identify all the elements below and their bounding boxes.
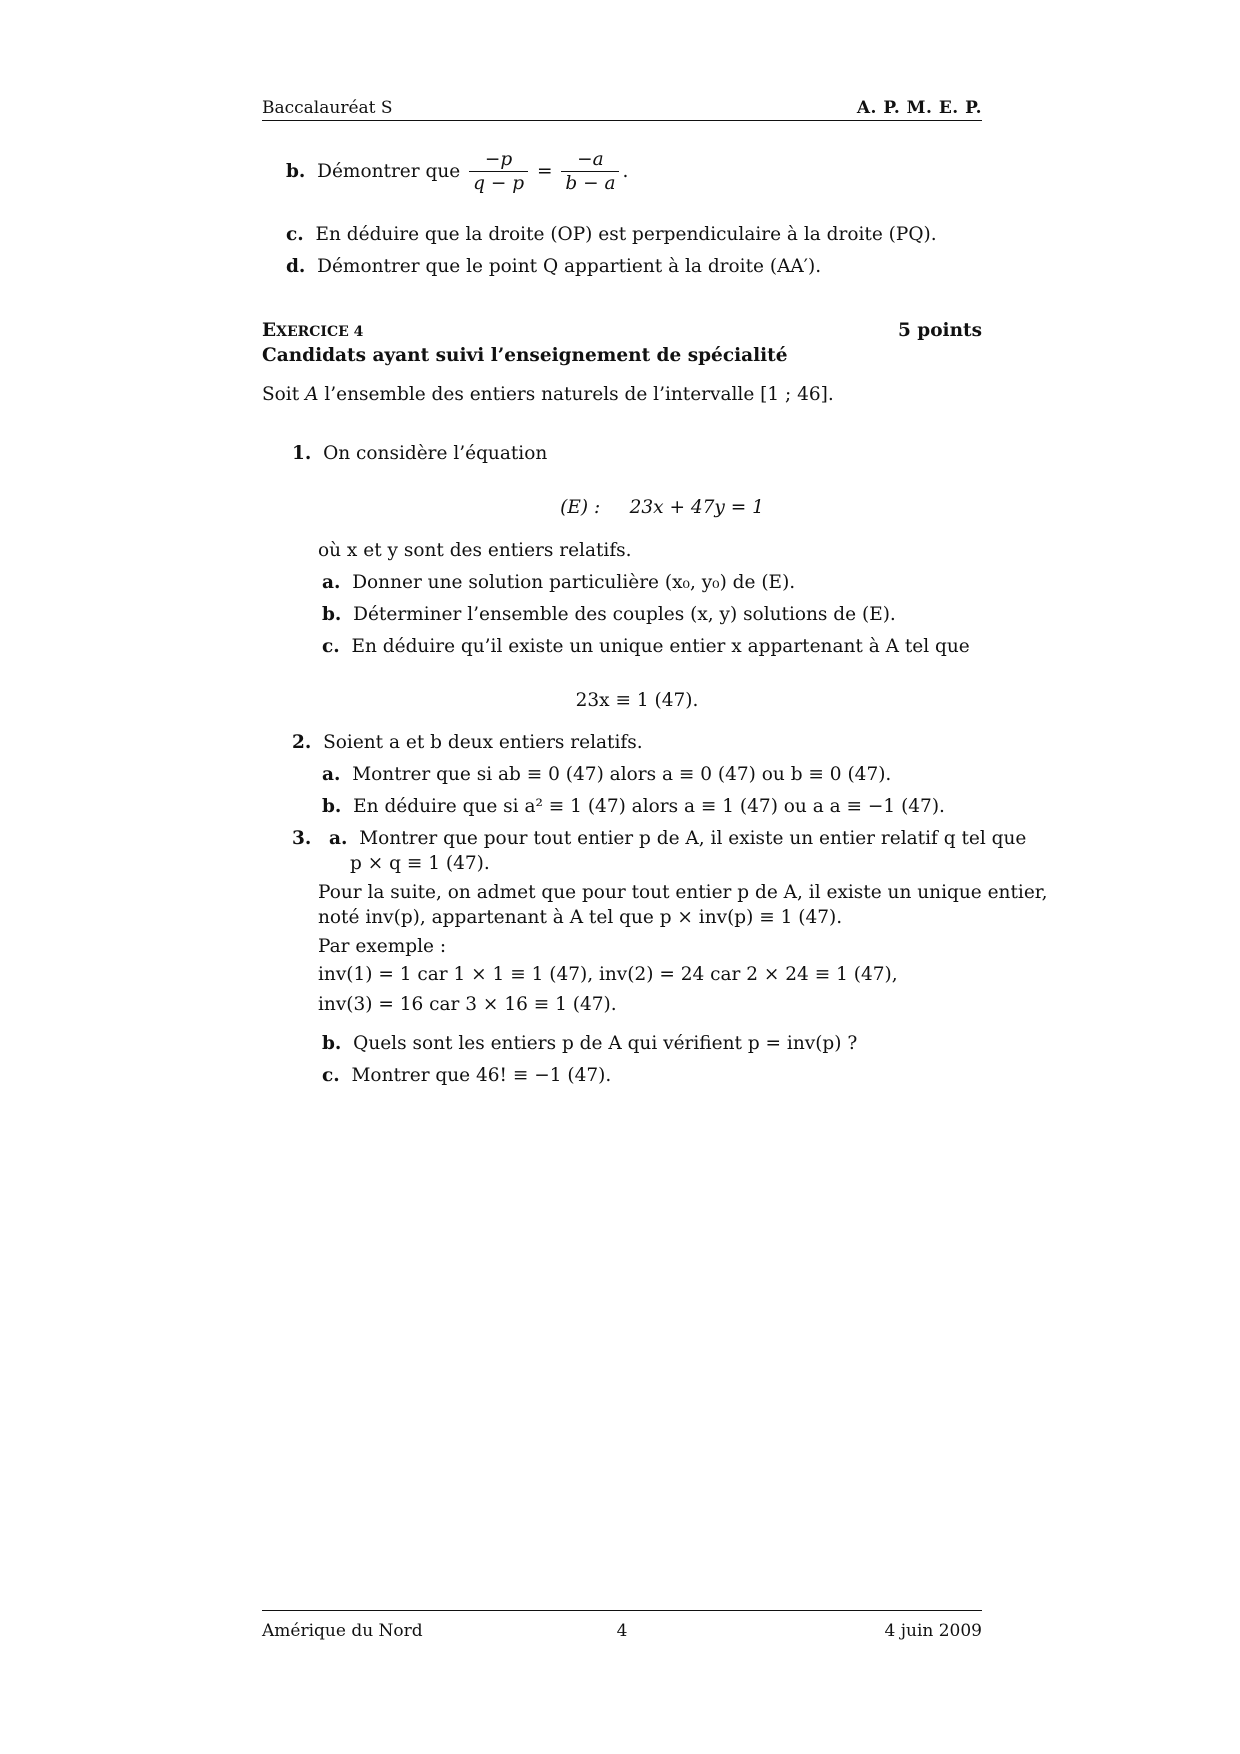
example-line-1: inv(1) = 1 car 1 × 1 ≡ 1 (47), inv(2) = 24 car 2 × 24 ≡ 1 (47), <box>318 964 898 985</box>
prev-item-c <box>286 223 937 247</box>
item-label: a. <box>322 764 341 785</box>
question-label: 1. <box>292 443 312 464</box>
item-text: Démontrer que <box>317 161 461 182</box>
question-label: 3. <box>292 828 312 849</box>
exercise-points: 5 points <box>897 320 982 341</box>
intro-set: A <box>305 384 319 405</box>
fraction-1 <box>469 149 528 196</box>
item-label: d. <box>286 256 306 277</box>
question-1 <box>292 442 547 466</box>
item-text: Démontrer que le point Q appartient à la droite (AA′). <box>317 256 822 277</box>
item-label: c. <box>322 636 340 657</box>
footer-left: Amérique du Nord <box>262 1621 423 1641</box>
exercise-title-initial: E <box>262 320 277 341</box>
question-1b <box>322 603 896 627</box>
question-3b <box>322 1032 857 1056</box>
item-label: b. <box>322 796 342 817</box>
fraction-2-denominator: b − a <box>565 172 616 194</box>
equals-sign: = <box>536 161 553 182</box>
intro-pre: Soit <box>262 384 300 405</box>
item-label: a. <box>328 828 348 849</box>
item-label: b. <box>322 1033 342 1054</box>
item-text: Montrer que 46! ≡ −1 (47). <box>351 1065 612 1086</box>
question-text: On considère l’équation <box>323 443 548 464</box>
fraction-1-numerator: −p <box>469 149 528 172</box>
congruence-text: 23x ≡ 1 (47). <box>575 690 699 711</box>
item-text: Déterminer l’ensemble des couples (x, y) solutions de (E). <box>353 604 896 625</box>
item-text: Donner une solution particulière (x₀, y₀) de (E). <box>352 572 796 593</box>
fraction-2-numerator: −a <box>561 149 619 172</box>
intro-post: l’ensemble des entiers naturels de l’intervalle [1 ; 46]. <box>324 384 834 405</box>
item-label: c. <box>286 224 304 245</box>
item-label: b. <box>286 161 306 182</box>
fraction-2 <box>561 149 619 196</box>
prev-item-b <box>286 146 628 198</box>
exercise-intro <box>262 383 834 407</box>
question-2a <box>322 763 891 787</box>
question-text: Soient a et b deux entiers relatifs. <box>323 732 643 753</box>
exercise-title <box>262 319 363 344</box>
item-text: Montrer que si ab ≡ 0 (47) alors a ≡ 0 (47) ou b ≡ 0 (47). <box>352 764 892 785</box>
equation-E <box>262 496 982 520</box>
item-text: En déduire que la droite (OP) est perpendiculaire à la droite (PQ). <box>315 224 937 245</box>
prev-item-d <box>286 255 821 279</box>
example-title: Par exemple : <box>318 936 447 957</box>
question-2b <box>322 795 945 819</box>
question-1c <box>322 635 970 659</box>
footer-page-number: 4 <box>616 1621 628 1641</box>
exercise-title-rest: XERCICE 4 <box>276 324 364 340</box>
congruence-equation <box>262 689 982 713</box>
exercise-subtitle: Candidats ayant suivi l’enseignement de spécialité <box>262 345 788 366</box>
header-left: Baccalauréat S <box>262 98 393 118</box>
fraction-1-denominator: q − p <box>473 172 525 194</box>
item-label: c. <box>322 1065 340 1086</box>
question-2 <box>292 731 643 755</box>
item-label: b. <box>322 604 342 625</box>
page-footer <box>262 1610 982 1641</box>
item-text: Montrer que pour tout entier p de A, il existe un entier relatif q tel que <box>359 828 1027 849</box>
equation-name: (E) : <box>560 497 601 518</box>
example-line-2: inv(3) = 16 car 3 × 16 ≡ 1 (47). <box>318 994 617 1015</box>
question-3c <box>322 1064 611 1088</box>
item-label: a. <box>322 572 341 593</box>
question-3a-cont: p × q ≡ 1 (47). <box>350 853 490 874</box>
question-label: 2. <box>292 732 312 753</box>
footer-right: 4 juin 2009 <box>884 1621 982 1641</box>
document-page <box>262 0 1048 1754</box>
question-1-where: où x et y sont des entiers relatifs. <box>318 540 632 561</box>
item-text: En déduire que si a² ≡ 1 (47) alors a ≡ 1 (47) ou a a ≡ −1 (47). <box>353 796 945 817</box>
period: . <box>622 161 629 182</box>
equation-body: 23x + 47y = 1 <box>629 497 764 518</box>
item-text: Quels sont les entiers p de A qui vérifient p = inv(p) ? <box>353 1033 858 1054</box>
note-line-1: Pour la suite, on admet que pour tout entier p de A, il existe un unique entier, <box>318 882 1048 903</box>
note-line-2: noté inv(p), appartenant à A tel que p × inv(p) ≡ 1 (47). <box>318 907 843 928</box>
question-1a <box>322 571 795 595</box>
item-text: En déduire qu’il existe un unique entier x appartenant à A tel que <box>351 636 970 657</box>
page-header <box>262 98 982 121</box>
question-3a <box>292 827 1026 851</box>
header-right: A. P. M. E. P. <box>856 98 982 118</box>
